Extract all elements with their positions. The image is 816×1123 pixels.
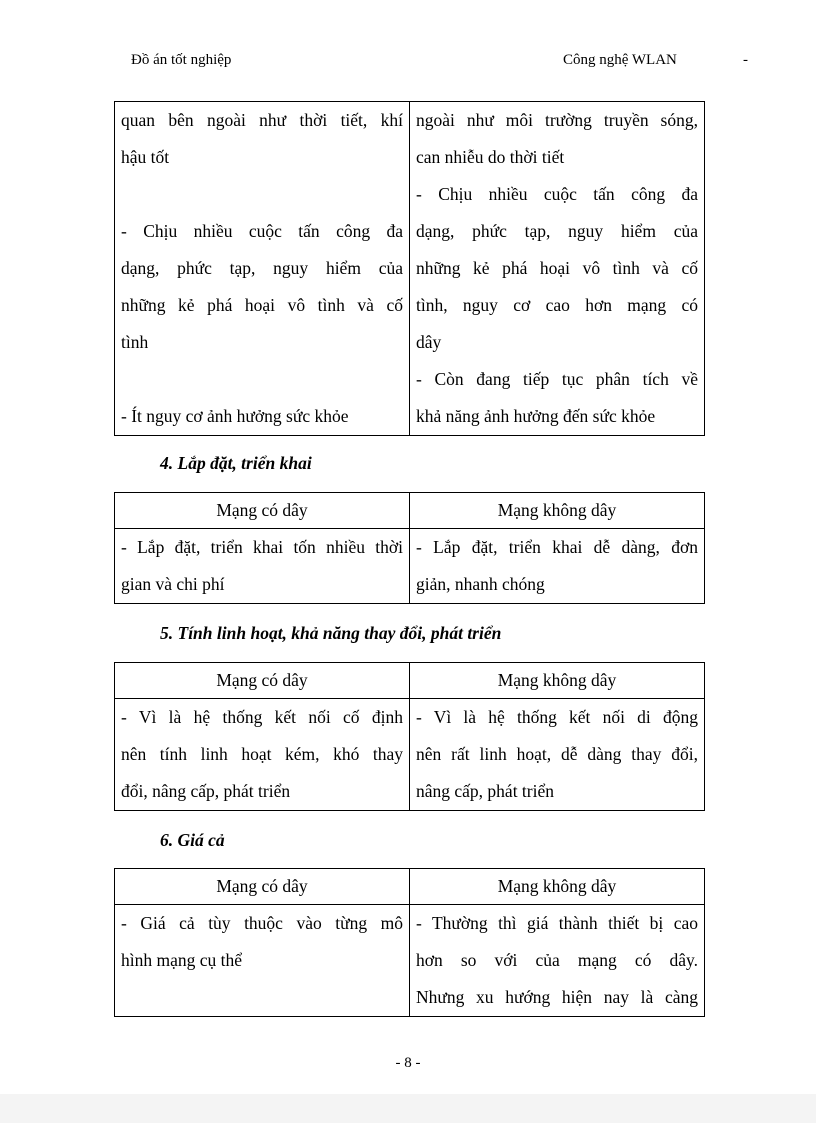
wireless-cell (410, 529, 705, 604)
price-table (114, 868, 705, 1017)
cell-line (121, 361, 403, 398)
header-left-title: Đồ án tốt nghiệp (131, 52, 232, 68)
cell-line: nên tính linh hoạt kém, khó thay (121, 744, 403, 764)
cell-line: - Ít nguy cơ ảnh hưởng sức khỏe (121, 406, 349, 426)
cell-line: hơn so với của mạng có dây. (416, 950, 698, 970)
wired-cell (115, 905, 410, 1017)
table-header-row (115, 869, 705, 905)
installation-table (114, 492, 705, 604)
cell-line: dạng, phức tạp, nguy hiểm của (121, 258, 403, 278)
cell-line: đổi, nâng cấp, phát triển (121, 781, 291, 801)
cell-line: - Vì là hệ thống kết nối di động (416, 707, 698, 727)
cell-line: gian và chi phí (121, 574, 225, 594)
column-header-wireless: Mạng không dây (410, 663, 705, 699)
cell-line: can nhiễu do thời tiết (416, 147, 565, 167)
column-header-wired: Mạng có dây (115, 663, 410, 699)
table-row (115, 529, 705, 604)
cell-line: dây (416, 332, 442, 352)
cell-line: hậu tốt (121, 147, 170, 167)
section-heading-installation: 4. Lắp đặt, triển khai (160, 453, 312, 473)
cell-line: - Vì là hệ thống kết nối cố định (121, 707, 403, 727)
cell-line: quan bên ngoài như thời tiết, khí (121, 110, 403, 130)
table-row (115, 102, 705, 436)
wired-cell (115, 529, 410, 604)
header-right-title: Công nghệ WLAN (563, 52, 677, 68)
wired-cell (115, 699, 410, 811)
cell-line: - Thường thì giá thành thiết bị cao (416, 913, 698, 933)
section-heading-price: 6. Giá cả (160, 830, 225, 850)
cell-line: khả năng ảnh hưởng đến sức khỏe (416, 406, 656, 426)
cell-line: hình mạng cụ thể (121, 950, 243, 970)
column-header-wireless: Mạng không dây (410, 493, 705, 529)
cell-line: - Còn đang tiếp tục phân tích về (416, 369, 698, 389)
wireless-cell (410, 699, 705, 811)
column-header-wired: Mạng có dây (115, 493, 410, 529)
wireless-cell (410, 102, 705, 436)
cell-line: tình, nguy cơ cao hơn mạng có (416, 295, 698, 315)
cell-line: giản, nhanh chóng (416, 574, 545, 594)
column-header-wireless: Mạng không dây (410, 869, 705, 905)
cell-line: tình (121, 332, 149, 352)
section-heading-flexibility: 5. Tính linh hoạt, khả năng thay đổi, phát triển (160, 623, 502, 643)
wireless-cell (410, 905, 705, 1017)
cell-line: Nhưng xu hướng hiện nay là càng (416, 987, 698, 1007)
cell-line: nên rất linh hoạt, dễ dàng thay đổi, (416, 744, 698, 764)
cell-line (121, 176, 403, 213)
security-comparison-table (114, 101, 705, 436)
cell-line: - Lắp đặt, triển khai tốn nhiều thời (121, 537, 403, 557)
column-header-wired: Mạng có dây (115, 869, 410, 905)
cell-line: - Giá cả tùy thuộc vào từng mô (121, 913, 403, 933)
header-dash: - (743, 52, 748, 68)
cell-line: - Lắp đặt, triển khai dễ dàng, đơn (416, 537, 698, 557)
page-bottom-strip (0, 1094, 816, 1123)
table-row (115, 699, 705, 811)
cell-line: - Chịu nhiều cuộc tấn công đa (121, 221, 403, 241)
cell-line: nâng cấp, phát triển (416, 781, 555, 801)
wired-cell (115, 102, 410, 436)
cell-line: những kẻ phá hoại vô tình và cố (121, 295, 403, 315)
cell-line: những kẻ phá hoại vô tình và cố (416, 258, 698, 278)
cell-line: ngoài như môi trường truyền sóng, (416, 110, 698, 130)
page-number: - 8 - (395, 1055, 421, 1071)
table-header-row (115, 663, 705, 699)
cell-line: dạng, phức tạp, nguy hiểm của (416, 221, 698, 241)
table-header-row (115, 493, 705, 529)
flexibility-table (114, 662, 705, 811)
cell-line: - Chịu nhiều cuộc tấn công đa (416, 184, 698, 204)
table-row (115, 905, 705, 1017)
